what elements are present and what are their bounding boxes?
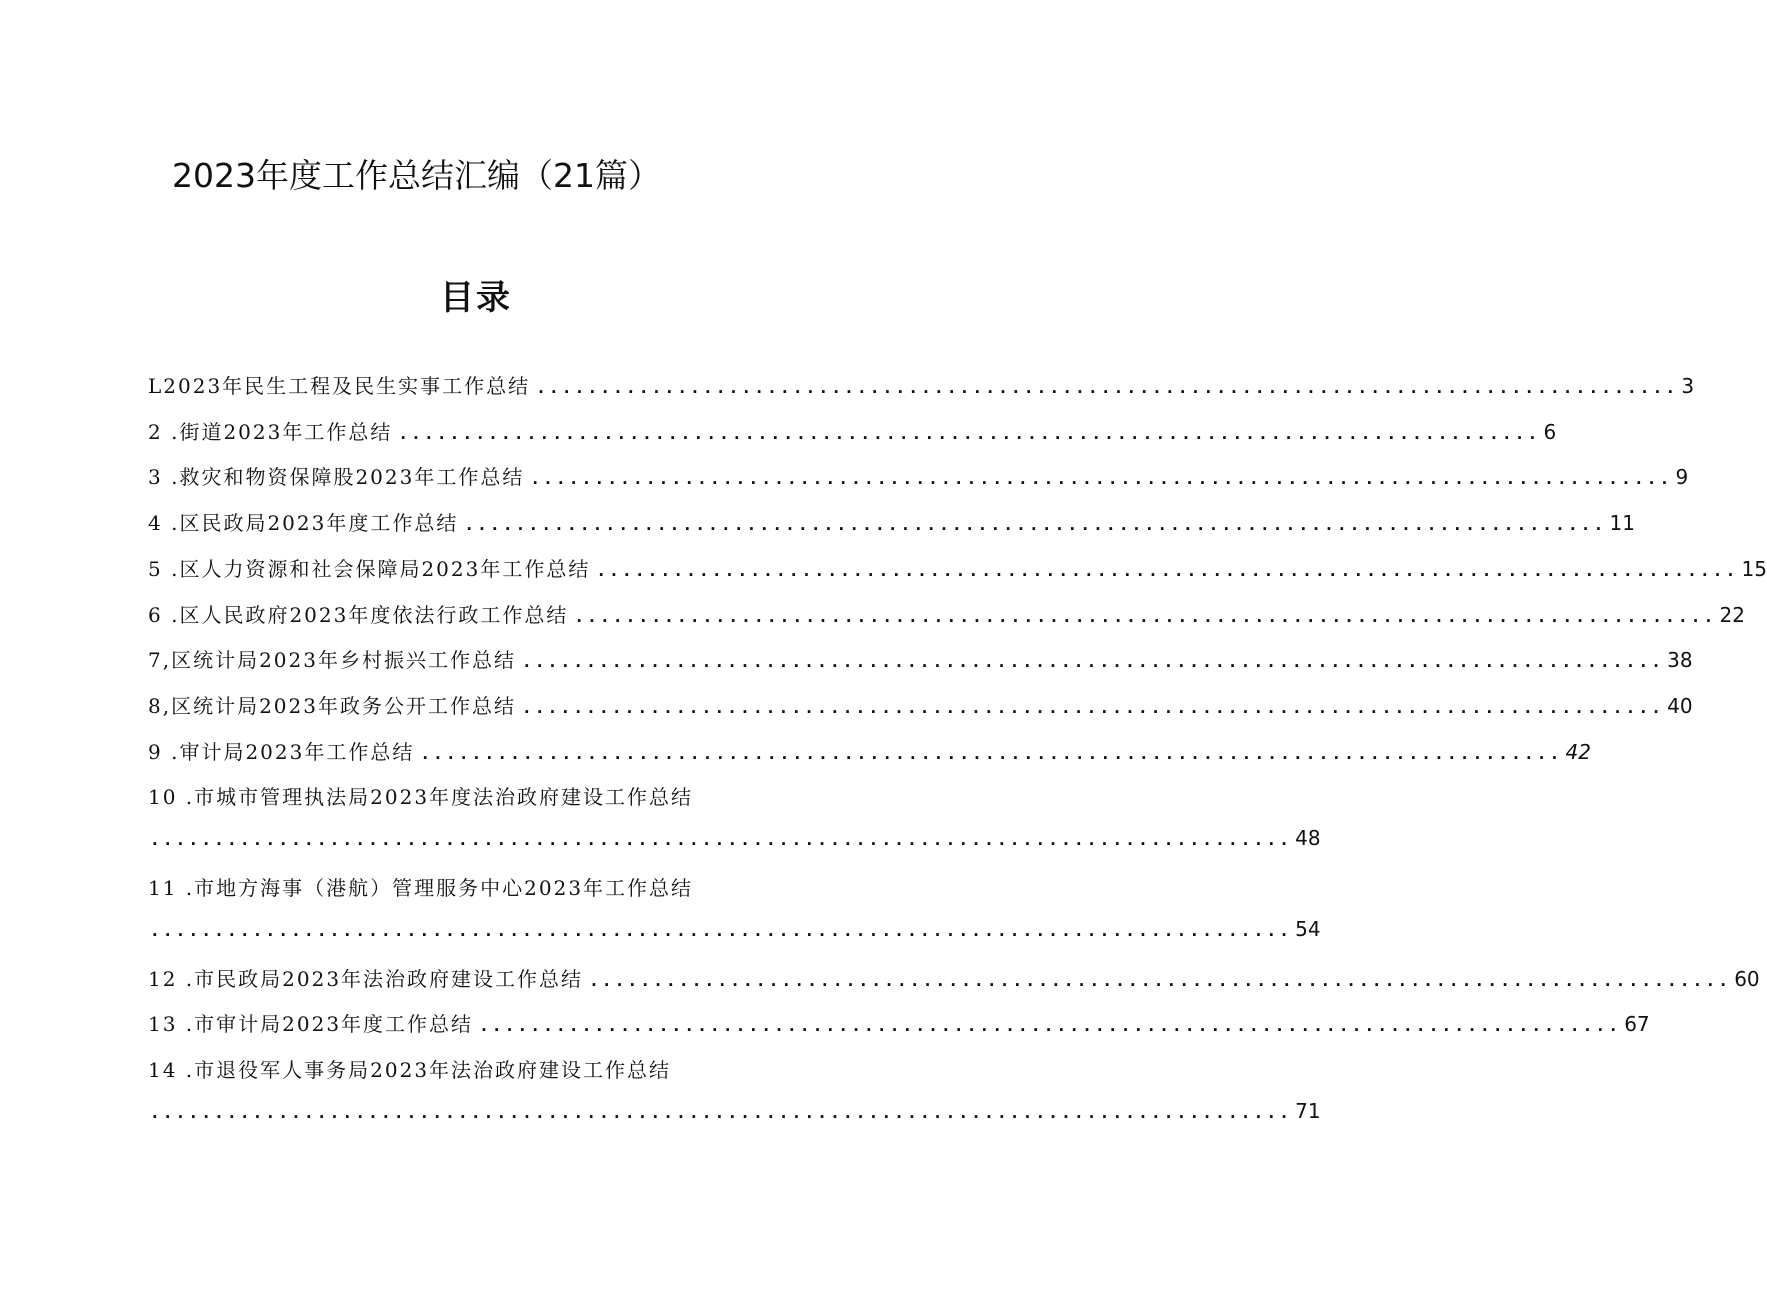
toc-entry-page: 60	[1734, 967, 1760, 991]
toc-entry-page: 11	[1609, 511, 1635, 535]
toc-entry-9[interactable]	[148, 736, 1591, 765]
toc-leader-dots: .........................................................................................	[464, 515, 1607, 534]
toc-leader-dots: .........................................................................................	[530, 469, 1673, 488]
toc-entry-label: L2023年民生工程及民生实事工作总结	[148, 374, 531, 398]
toc-leader-dots: .........................................................................................	[521, 698, 1665, 717]
toc-entry-5[interactable]	[148, 553, 1767, 582]
toc-entry-11-label[interactable]: 11 .市地方海事（港航）管理服务中心2023年工作总结	[148, 876, 694, 900]
toc-entry-label: 12 .市民政局2023年法治政府建设工作总结	[148, 967, 584, 991]
toc-entry-13[interactable]	[148, 1008, 1650, 1037]
toc-entry-label: 13 .市审计局2023年度工作总结	[148, 1012, 474, 1036]
toc-entry-page: 38	[1667, 648, 1693, 672]
toc-leader-dots: .........................................................................................	[596, 561, 1739, 580]
toc-heading: 目录	[440, 278, 512, 318]
toc-entry-1[interactable]	[148, 370, 1695, 399]
toc-entry-page: 54	[1295, 917, 1321, 941]
toc-entry-14-leader[interactable]	[150, 1099, 1321, 1123]
toc-entry-label: 4 .区民政局2023年度工作总结	[148, 511, 459, 535]
toc-entry-page: 3	[1681, 374, 1695, 398]
toc-entry-4[interactable]	[148, 507, 1635, 536]
toc-entry-10-label[interactable]: 10 .市城市管理执法局2023年度法治政府建设工作总结	[148, 785, 694, 809]
toc-entry-12[interactable]	[148, 963, 1760, 992]
toc-entry-page: 48	[1295, 826, 1321, 850]
toc-entry-page: 15	[1741, 557, 1767, 581]
toc-entry-label: 7,区统计局2023年乡村振兴工作总结	[148, 648, 516, 672]
toc-leader-dots: .........................................................................................	[536, 378, 1679, 397]
toc-entry-7[interactable]	[148, 644, 1693, 673]
toc-entry-page: 67	[1624, 1012, 1650, 1036]
toc-leader-dots: .........................................................................................	[150, 921, 1293, 940]
toc-entry-page: 6	[1543, 420, 1557, 444]
toc-entry-label: 5 .区人力资源和社会保障局2023年工作总结	[148, 557, 591, 581]
toc-entry-label: 3 .救灾和物资保障股2023年工作总结	[148, 465, 525, 489]
toc-leader-dots: .........................................................................................	[574, 607, 1717, 626]
toc-entry-page: 9	[1675, 465, 1689, 489]
toc-entry-page: 40	[1667, 694, 1693, 718]
toc-entry-14-label[interactable]: 14 .市退役军人事务局2023年法治政府建设工作总结	[148, 1058, 672, 1082]
toc-leader-dots: .........................................................................................	[420, 744, 1563, 763]
toc-entry-3[interactable]	[148, 461, 1689, 490]
toc-entry-2[interactable]	[148, 416, 1557, 445]
toc-entry-10-leader[interactable]	[150, 826, 1321, 850]
toc-entry-label: 6 .区人民政府2023年度依法行政工作总结	[148, 603, 569, 627]
toc-entry-label: 9 .审计局2023年工作总结	[148, 740, 415, 764]
toc-leader-dots: .........................................................................................	[150, 1103, 1293, 1122]
toc-leader-dots: .........................................................................................	[589, 971, 1732, 990]
toc-entry-label: 2 .街道2023年工作总结	[148, 420, 393, 444]
toc-entry-page: 42	[1565, 740, 1591, 764]
toc-entry-8[interactable]	[148, 690, 1693, 719]
toc-entry-11-leader[interactable]	[150, 917, 1321, 941]
document-title: 2023年度工作总结汇编（21篇）	[172, 156, 661, 195]
toc-entry-page: 22	[1719, 603, 1745, 627]
toc-leader-dots: .........................................................................................	[150, 830, 1293, 849]
toc-entry-label: 8,区统计局2023年政务公开工作总结	[148, 694, 516, 718]
toc-entry-6[interactable]	[148, 599, 1745, 628]
toc-leader-dots: .........................................................................................	[398, 424, 1541, 443]
toc-leader-dots: .........................................................................................	[521, 652, 1665, 671]
toc-leader-dots: .........................................................................................	[479, 1016, 1622, 1035]
toc-entry-page: 71	[1295, 1099, 1321, 1123]
